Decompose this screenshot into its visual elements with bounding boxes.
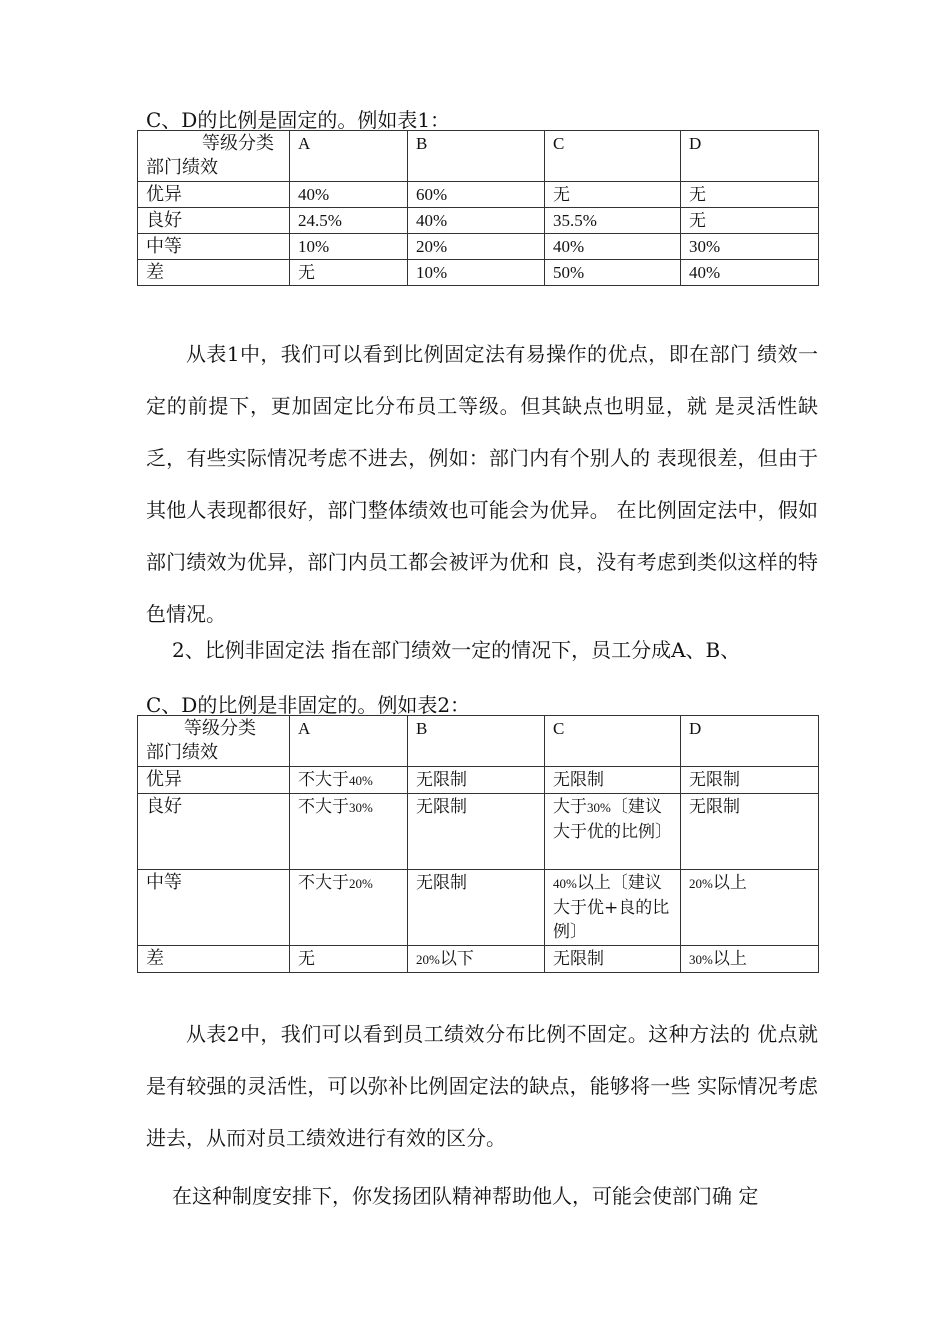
table-cell: 无限制 (408, 794, 545, 870)
table-cell: 无限制 (681, 767, 819, 794)
table1-col-b: B (408, 131, 545, 182)
table-cell: 无 (681, 182, 819, 208)
table1 (137, 130, 819, 286)
table-cell: 大于30%〔建议大于优的比例〕 (545, 794, 681, 870)
table-cell: 40% (681, 260, 819, 286)
table-cell: 35.5% (545, 208, 681, 234)
table2-header-row (138, 716, 819, 767)
row-label: 优异 (138, 182, 290, 208)
table-cell: 不大于30% (290, 794, 408, 870)
table-cell: 不大于40% (290, 767, 408, 794)
table-cell: 10% (290, 234, 408, 260)
table2-col-d: D (681, 716, 819, 767)
table-cell: 无 (290, 260, 408, 286)
table-cell: 无限制 (681, 794, 819, 870)
paragraph-table1-analysis: 从表1中，我们可以看到比例固定法有易操作的优点，即在部门 绩效一定的前提下，更加固定比分布员工等级。但其缺点也明显，就 是灵活性缺乏，有些实际情况考虑不进去，例如：部门内有个别人的 表现很差，但由于其他人表现都很好，部门整体绩效也可能会为优异。 在比例固定法中，假如部门绩效为优异，部门内员工都会被评为优和 良，没有考虑到类似这样的特色情况。 (146, 342, 818, 626)
table-cell: 10% (408, 260, 545, 286)
table-cell: 20% (408, 234, 545, 260)
table2-col-c: C (545, 716, 681, 767)
row-label: 中等 (138, 234, 290, 260)
table-row (138, 260, 819, 286)
table-cell: 无限制 (545, 946, 681, 973)
table-row (138, 767, 819, 794)
table1-col-a: A (290, 131, 408, 182)
paragraph-method2: 2、比例非固定法 指在部门绩效一定的情况下，员工分成A、B、 (172, 638, 741, 662)
table-cell: 50% (545, 260, 681, 286)
header-grade-category: 等级分类 (202, 133, 274, 154)
header-dept-performance: 部门绩效 (146, 742, 218, 763)
row-label: 差 (138, 260, 290, 286)
table-row (138, 946, 819, 973)
table-cell: 40% (545, 234, 681, 260)
row-label: 良好 (138, 208, 290, 234)
table-cell: 30% (681, 234, 819, 260)
header-dept-performance: 部门绩效 (146, 157, 218, 178)
table-cell: 无 (290, 946, 408, 973)
table-cell: 无限制 (408, 870, 545, 946)
table-cell: 30%以上 (681, 946, 819, 973)
paragraph-table2-analysis: 从表2中，我们可以看到员工绩效分布比例不固定。这种方法的 优点就是有较强的灵活性，可以弥补比例固定法的缺点，能够将一些 实际情况考虑进去，从而对员工绩效进行有效的区分。 (146, 1022, 818, 1150)
table-cell: 20%以上 (681, 870, 819, 946)
table-row (138, 794, 819, 870)
row-label: 优异 (138, 767, 290, 794)
table-cell: 60% (408, 182, 545, 208)
table-row (138, 182, 819, 208)
row-label: 中等 (138, 870, 290, 946)
table-row (138, 208, 819, 234)
table-cell: 不大于20% (290, 870, 408, 946)
table2 (137, 715, 819, 973)
table1-col-c: C (545, 131, 681, 182)
table-cell: 无 (681, 208, 819, 234)
table2-corner-header (138, 716, 290, 767)
table2-col-b: B (408, 716, 545, 767)
table-cell: 40%以上〔建议大于优+良的比例〕 (545, 870, 681, 946)
table1-header-row (138, 131, 819, 182)
header-grade-category: 等级分类 (184, 718, 256, 739)
table-cell: 40% (408, 208, 545, 234)
table-cell: 无 (545, 182, 681, 208)
paragraph-team-spirit: 在这种制度安排下，你发扬团队精神帮助他人，可能会使部门确 定 (172, 1184, 759, 1208)
table-cell: 40% (290, 182, 408, 208)
table-row (138, 234, 819, 260)
table-cell: 无限制 (408, 767, 545, 794)
row-label: 良好 (138, 794, 290, 870)
row-label: 差 (138, 946, 290, 973)
table1-col-d: D (681, 131, 819, 182)
table1-intro: C、D的比例是固定的。例如表1： (146, 108, 451, 132)
table1-corner-header (138, 131, 290, 182)
table2-col-a: A (290, 716, 408, 767)
table-cell: 24.5% (290, 208, 408, 234)
table-cell: 20%以下 (408, 946, 545, 973)
table-row (138, 870, 819, 946)
table2-intro: C、D的比例是非固定的。例如表2： (146, 693, 471, 717)
table-cell: 无限制 (545, 767, 681, 794)
